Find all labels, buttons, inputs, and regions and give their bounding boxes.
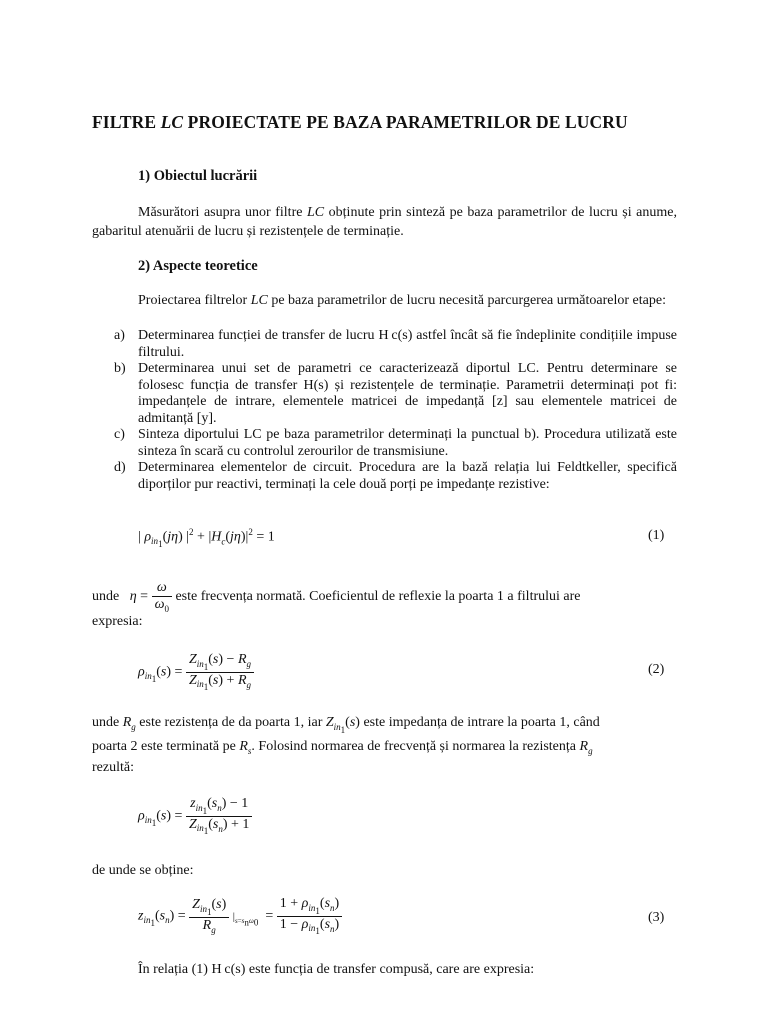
equation-number-3: (3) — [648, 910, 665, 925]
section-heading-objective: 1) Obiectul lucrării — [138, 168, 258, 184]
equation-number-2: (2) — [648, 662, 665, 677]
paragraph-normalization: poarta 2 este terminată pe $R_s$. Folosind normarea de frecvență și normarea la rezistența $R_g$ — [92, 739, 593, 756]
list-item: d) Determinarea elementelor de circuit. Procedura are la bază relația lui Feldtkeller, specifică diporților pur reactivi, terminați la cele două porți pe impedanțe rezistive: — [114, 460, 677, 492]
equation-number-1: (1) — [648, 528, 665, 543]
paragraph-objective: Măsurători asupra unor filtre LC obținute prin sinteză pe baza parametrilor de lucru și anume, gabaritul atenuării de lucru și rezistențele de terminație. — [92, 205, 677, 239]
list-item: b) Determinarea unui set de parametri ce caracterizează diportul LC. Pentru determinare se folosesc funcția de transfer H(s) și rezistențele de terminație. Parametrii determinați pot fi: impedanțele de intrare, elementele matricei de impedanță [z] sau elementele matricei de admitanță [y]. — [114, 361, 677, 426]
list-item: c) Sinteza diportului LC pe baza parametrilor determinați la punctual b). Procedura utilizată este sinteza în scară cu controlul zerourilor de transmisiune. — [114, 427, 677, 459]
page-title: FILTRE LC PROIECTATE PE BAZA PARAMETRILOR DE LUCRU — [92, 112, 628, 132]
paragraph-theory-intro: Proiectarea filtrelor LC pe baza parametrilor de lucru necesită parcurgerea următoarelor etape: — [138, 293, 666, 308]
paragraph-composite-transfer: În relația (1) H c(s) este funcția de transfer compusă, care are expresia: — [138, 962, 535, 977]
text-rezulta: rezultă: — [92, 760, 134, 775]
paragraph-normalized-frequency: unde η = $\frac{\omega}{\omega_0}$ este frecvența normată. Coeficientul de reflexie la poarta 1 a filtrului are — [92, 580, 581, 614]
text-de-unde: de unde se obține: — [92, 863, 194, 878]
equation-normalized-reflection: $\rho_{in_1}(s)$ = $\frac{z_{in_1}(s_n) - 1}{Z_{in_1}(s_n) + 1}$ — [138, 796, 252, 836]
equation-normalized-impedance: $z_{in_1}(s_n)$ = $\frac{Z_{in_1}(s)}{R_g}$ $|_{s=s_n\omega_0}$ = $\frac{1 + \rho_{in_1}(s_n)}{1 - \rho_{in_1}(s_n)}$ — [138, 896, 342, 936]
paragraph-rg-definition: unde $R_g$ este rezistența de da poarta 1, iar $Z_{in_1}(s)$ este impedanța de intrare la poarta 1, când — [92, 715, 600, 735]
equation-feldtkeller: | $\rho_{in_1}(j\eta) |^2 + |H_c(j\eta)|^2 = 1$ — [138, 527, 275, 550]
section-heading-theory: 2) Aspecte teoretice — [138, 258, 258, 274]
text-expresia: expresia: — [92, 614, 143, 629]
equation-reflection-coefficient: $\rho_{in_1}(s)$ = $\frac{Z_{in_1}(s) - R_g}{Z_{in_1}(s) + R_g}$ — [138, 652, 254, 692]
fraction-omega: $\frac{\omega}{\omega_0}$ — [152, 580, 172, 614]
list-item: a) Determinarea funcției de transfer de lucru H c(s) astfel încât să fie îndeplinite condițiile impuse filtrului. — [114, 328, 677, 360]
steps-list — [92, 328, 677, 493]
